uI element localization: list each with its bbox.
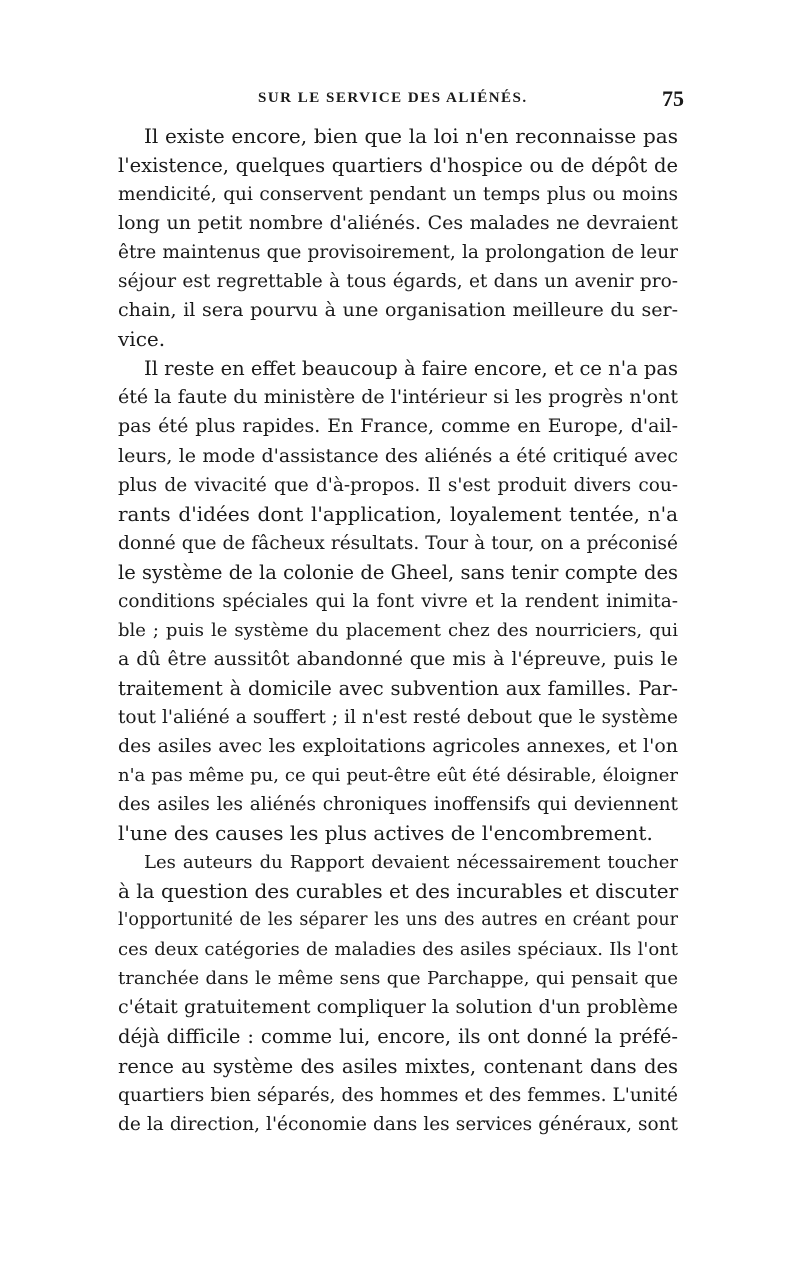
body-text	[118, 122, 678, 1139]
text-line: rants d'idées dont l'application, loyalement tentée, n'a	[118, 501, 678, 526]
text-line: c'était gratuitement compliquer la solution d'un problème	[118, 996, 678, 1019]
text-line: a dû être aussitôt abandonné que mis à l'épreuve, puis le	[118, 647, 678, 670]
text-line: été la faute du ministère de l'intérieur si les progrès n'ont	[118, 386, 678, 409]
text-line: vice.	[118, 327, 166, 352]
text-line: séjour est regrettable à tous égards, et dans un avenir pro-	[118, 271, 678, 293]
text-line: à la question des curables et des incurables et discuter	[118, 879, 679, 904]
text-line: pas été plus rapides. En France, comme en Europe, d'ail-	[118, 415, 678, 438]
running-title: SUR LE SERVICE DES ALIÉNÉS.	[258, 90, 528, 106]
text-line: n'a pas même pu, ce qui peut-être eût été désirable, éloigner	[118, 765, 678, 787]
text-line: des asiles avec les exploitations agricoles annexes, et l'on	[118, 734, 678, 757]
text-line: l'existence, quelques quartiers d'hospice ou de dépôt de	[118, 154, 678, 178]
text-line: l'opportunité de les séparer les uns des autres en créant pour	[118, 910, 678, 931]
running-head	[118, 86, 684, 120]
text-line: quartiers bien séparés, des hommes et des femmes. L'unité	[118, 1084, 678, 1106]
text-line: mendicité, qui conservent pendant un temps plus ou moins	[118, 184, 678, 206]
text-line: tout l'aliéné a souffert ; il n'est resté debout que le système	[118, 706, 678, 728]
page-number: 75	[662, 86, 684, 111]
text-line: ble ; puis le système du placement chez des nourriciers, qui	[118, 619, 678, 641]
text-line: le système de la colonie de Gheel, sans tenir compte des	[118, 560, 678, 584]
text-line: Les auteurs du Rapport devaient nécessairement toucher	[144, 852, 678, 874]
text-line: déjà difficile : comme lui, encore, ils ont donné la préfé-	[118, 1025, 678, 1049]
text-line: rence au système des asiles mixtes, contenant dans des	[118, 1054, 678, 1078]
text-line: être maintenus que provisoirement, la prolongation de leur	[118, 242, 678, 264]
text-line: traitement à domicile avec subvention aux familles. Par-	[118, 676, 678, 700]
text-line: plus de vivacité que d'à-propos. Il s'est produit divers cou-	[118, 474, 678, 496]
text-line: de la direction, l'économie dans les services généraux, sont	[118, 1113, 678, 1135]
text-line: tranchée dans le même sens que Parchappe, qui pensait que	[118, 968, 678, 990]
text-line: Il existe encore, bien que la loi n'en reconnaisse pas	[144, 124, 678, 148]
text-line: chain, il sera pourvu à une organisation meilleure du ser-	[118, 299, 678, 322]
text-line: des asiles les aliénés chroniques inoffensifs qui deviennent	[118, 794, 678, 816]
text-line: donné que de fâcheux résultats. Tour à tour, on a préconisé	[118, 532, 678, 554]
text-line: conditions spéciales qui la font vivre et la rendent inimita-	[118, 590, 678, 612]
text-line: long un petit nombre d'aliénés. Ces malades ne devraient	[118, 212, 678, 235]
text-line: l'une des causes les plus actives de l'encombrement.	[118, 821, 653, 846]
text-line: ces deux catégories de maladies des asiles spéciaux. Ils l'ont	[118, 939, 678, 961]
text-line: leurs, le mode d'assistance des aliénés a été critiqué avec	[118, 444, 678, 467]
text-line: Il reste en effet beaucoup à faire encore, et ce n'a pas	[144, 357, 679, 381]
